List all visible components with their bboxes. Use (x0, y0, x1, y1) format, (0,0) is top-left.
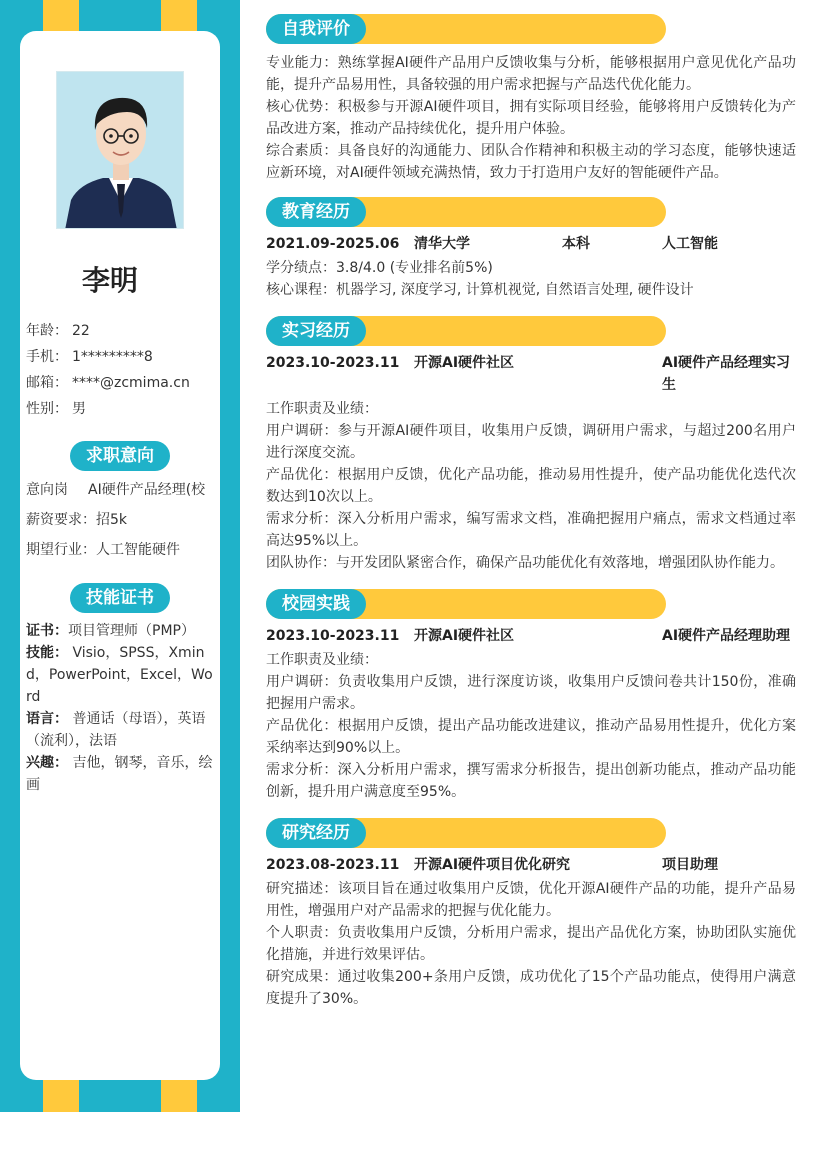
decorative-stripe (161, 1078, 197, 1112)
entry-line: 研究成果：通过收集200+条用户反馈，成功优化了15个产品功能点，使得用户满意度提升了30%。 (266, 969, 796, 1007)
section-body (266, 878, 796, 1010)
section-body (266, 52, 796, 184)
personal-info (26, 321, 216, 425)
section-body (266, 398, 796, 574)
info-key: 年龄： (26, 323, 68, 339)
entry-line: 研究描述：该项目旨在通过收集用户反馈，优化开源AI硬件产品的功能，提升产品易用性，增强用户对产品需求的把握与优化能力。 (266, 881, 796, 919)
intent-row (26, 510, 216, 540)
info-row (26, 321, 216, 347)
decorative-stripe (43, 1078, 79, 1112)
section-title: 自我评价 (266, 14, 366, 44)
skill-text: 普通话（母语），英语（流利），法语 (26, 711, 206, 749)
decorative-stripe (161, 0, 197, 34)
portrait-illustration (57, 72, 184, 229)
skill-label: 证书： (26, 623, 68, 639)
section-banner (266, 316, 666, 346)
section-banner (266, 14, 666, 44)
skill-text: 吉他，钢琴，音乐，绘画 (26, 755, 213, 793)
entry-degree: 本科 (562, 236, 590, 252)
entry-line: 用户调研：负责收集用户反馈，进行深度访谈，收集用户反馈问卷共计150份，准确把握用户需求。 (266, 674, 796, 712)
info-value: 1*********8 (72, 349, 153, 365)
evaluation-paragraph: 综合素质：具备良好的沟通能力、团队合作精神和积极主动的学习态度，能够快速适应新环境，对AI硬件领域充满热情，致力于打造用户友好的智能硬件产品。 (266, 143, 796, 181)
section-title: 校园实践 (266, 589, 366, 619)
section-title: 研究经历 (266, 818, 366, 848)
skill-item (26, 620, 216, 642)
sidebar (0, 0, 240, 1112)
profile-card (20, 31, 220, 1080)
section-internship (266, 316, 796, 574)
skill-label: 语言： (26, 711, 68, 727)
section-title: 实习经历 (266, 316, 366, 346)
info-key: 手机： (26, 349, 68, 365)
entry-date: 2021.09-2025.06 (266, 236, 400, 252)
decorative-stripe (43, 0, 79, 34)
entry-role: AI硬件产品经理实习生 (662, 355, 791, 393)
info-value: 男 (72, 401, 86, 417)
entry-line: 工作职责及业绩： (266, 401, 378, 417)
skill-text: Visio，SPSS，Xmind，PowerPoint，Excel，Word (26, 645, 213, 705)
entry-role: 项目助理 (662, 857, 718, 873)
entry-header (266, 233, 796, 255)
section-research (266, 818, 796, 1010)
section-title: 教育经历 (266, 197, 366, 227)
intent-heading: 求职意向 (70, 441, 170, 471)
skill-item (26, 752, 216, 796)
evaluation-paragraph: 核心优势：积极参与开源AI硬件项目，拥有实际项目经验，能够将用户反馈转化为产品改进方案，推动产品持续优化，提升用户体验。 (266, 99, 796, 137)
entry-line: 学分绩点：3.8/4.0 (专业排名前5%) (266, 260, 493, 276)
entry-role: AI硬件产品经理助理 (662, 628, 791, 644)
intent-key: 薪资要求： (26, 512, 96, 528)
entry-header (266, 352, 796, 396)
entry-school: 清华大学 (414, 236, 470, 252)
entry-date: 2023.10-2023.11 (266, 628, 400, 644)
evaluation-paragraph: 专业能力：熟练掌握AI硬件产品用户反馈收集与分析，能够根据用户意见优化产品功能，提升产品易用性，具备较强的用户需求把握与产品迭代优化能力。 (266, 55, 796, 93)
candidate-name: 李明 (81, 264, 138, 297)
section-campus-practice (266, 589, 796, 803)
skill-item (26, 708, 216, 752)
entry-line: 用户调研：参与开源AI硬件项目，收集用户反馈，调研用户需求，与超过200名用户进行深度交流。 (266, 423, 796, 461)
intent-key: 期望行业： (26, 542, 96, 558)
job-intent (26, 480, 216, 570)
intent-value: AI硬件产品经理(校 (88, 482, 206, 498)
entry-organization: 开源AI硬件社区 (414, 355, 515, 371)
info-row (26, 347, 216, 373)
section-education (266, 197, 796, 301)
skill-label: 兴趣： (26, 755, 68, 771)
info-row (26, 399, 216, 425)
info-key: 邮箱： (26, 375, 68, 391)
section-banner (266, 589, 666, 619)
skill-text: 项目管理师（PMP） (68, 623, 195, 639)
entry-organization: 开源AI硬件社区 (414, 628, 515, 644)
entry-line: 需求分析：深入分析用户需求，撰写需求分析报告，提出创新功能点，推动产品功能创新，提升用户满意度至95%。 (266, 762, 796, 800)
entry-line: 工作职责及业绩： (266, 652, 378, 668)
entry-line: 团队协作：与开发团队紧密合作，确保产品功能优化有效落地，增强团队协作能力。 (266, 555, 784, 571)
entry-date: 2023.08-2023.11 (266, 857, 400, 873)
entry-header (266, 625, 796, 647)
profile-photo (56, 71, 184, 229)
skill-item (26, 642, 216, 708)
entry-date: 2023.10-2023.11 (266, 355, 400, 371)
intent-row (26, 480, 216, 510)
info-row (26, 373, 216, 399)
entry-line: 核心课程：机器学习, 深度学习, 计算机视觉, 自然语言处理, 硬件设计 (266, 282, 694, 298)
intent-row (26, 540, 216, 570)
intent-value: 招5k (96, 512, 128, 528)
entry-project: 开源AI硬件项目优化研究 (414, 857, 571, 873)
section-body (266, 649, 796, 803)
section-self-evaluation (266, 14, 796, 184)
info-value: 22 (72, 323, 90, 339)
entry-line: 个人职责：负责收集用户反馈，分析用户需求，提出产品优化方案，协助团队实施优化措施，并进行效果评估。 (266, 925, 796, 963)
entry-line: 产品优化：根据用户反馈，提出产品功能改进建议，推动产品易用性提升，优化方案采纳率达到90%以上。 (266, 718, 796, 756)
skills-list (26, 620, 216, 796)
entry-line: 需求分析：深入分析用户需求，编写需求文档，准确把握用户痛点，需求文档通过率高达95%以上。 (266, 511, 796, 549)
info-value: ****@zcmima.cn (72, 375, 190, 391)
info-key: 性别： (26, 401, 68, 417)
entry-line: 产品优化：根据用户反馈，优化产品功能，推动易用性提升，使产品功能优化迭代次数达到10次以上。 (266, 467, 796, 505)
intent-key: 意向岗 (26, 482, 68, 498)
skill-label: 技能： (26, 645, 68, 661)
entry-header (266, 854, 796, 876)
skills-heading: 技能证书 (70, 583, 170, 613)
intent-value: 人工智能硬件 (96, 542, 180, 558)
section-banner (266, 197, 666, 227)
entry-major: 人工智能 (662, 236, 718, 252)
section-banner (266, 818, 666, 848)
